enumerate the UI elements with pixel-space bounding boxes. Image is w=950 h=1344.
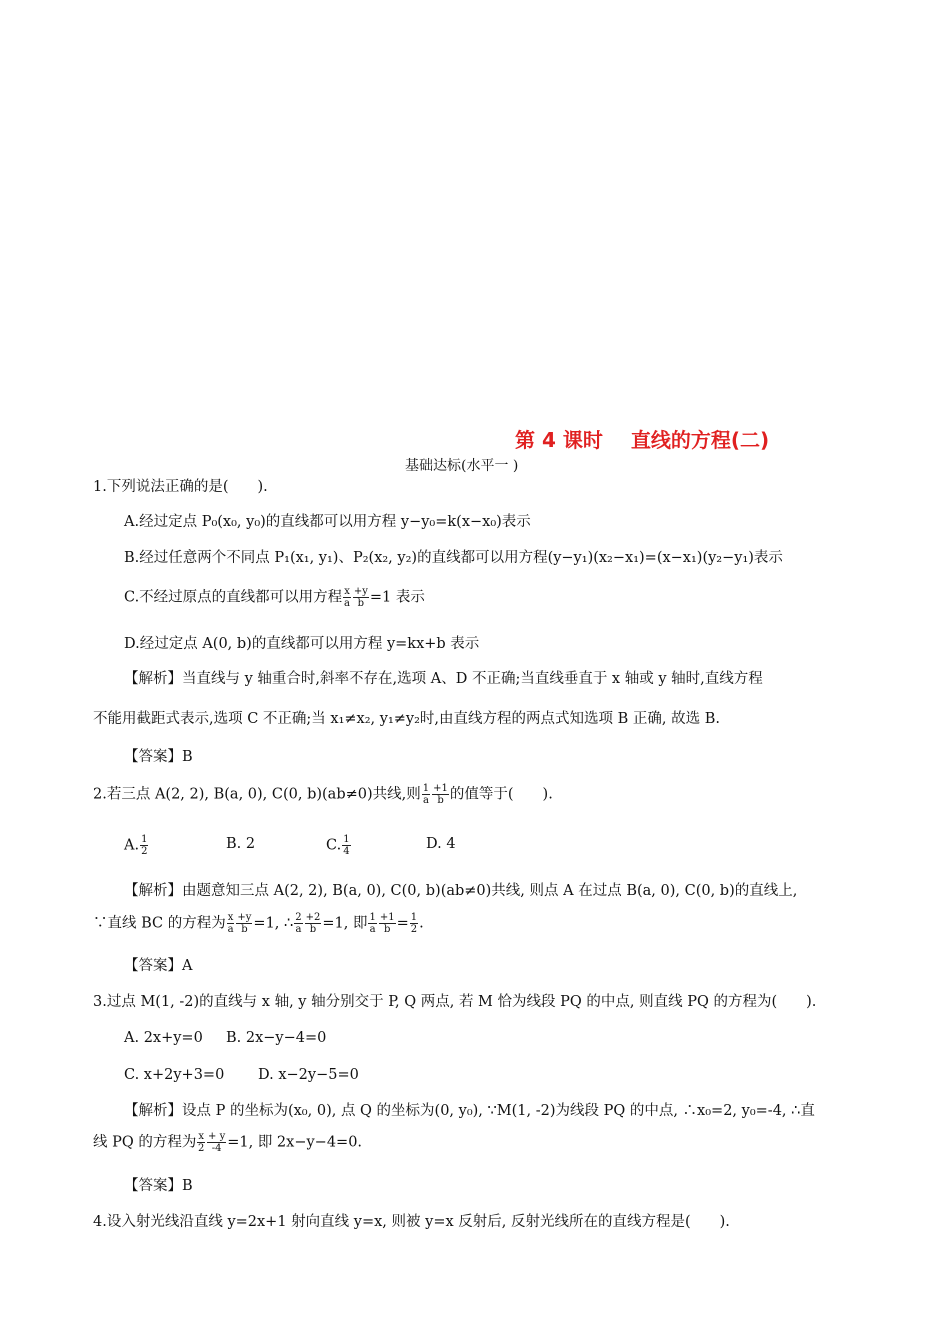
- q1-analysis-line2: 不能用截距式表示,选项 C 不正确;当 x₁≠x₂, y₁≠y₂时,由直线方程的两点式知选项 B 正确, 故选 B.: [93, 711, 720, 727]
- section-heading: 基础达标(水平一 ): [405, 458, 519, 474]
- q1-option-a: A.经过定点 P₀(x₀, y₀)的直线都可以用方程 y−y₀=k(x−x₀)表示: [124, 514, 531, 530]
- q3-analysis-line1: 【解析】设点 P 的坐标为(x₀, 0), 点 Q 的坐标为(0, y₀), ∵M(1, -2)为线段 PQ 的中点, ∴x₀=2, y₀=-4, ∴直: [124, 1103, 815, 1119]
- fraction: $\frac{+1}{b}$: [433, 783, 448, 806]
- q3-option-d: D. x−2y−5=0: [258, 1067, 359, 1083]
- fraction: $\frac{+1}{b}$: [379, 912, 395, 935]
- fraction: $\frac{1}{a}$: [369, 912, 376, 935]
- fraction: $\frac{x}{2}$: [198, 1131, 205, 1154]
- q3-stem: 3.过点 M(1, -2)的直线与 x 轴, y 轴分别交于 P, Q 两点, 若 M 恰为线段 PQ 的中点, 则直线 PQ 的方程为( ).: [93, 994, 817, 1010]
- fraction: $\frac{2}{a}$: [295, 912, 302, 935]
- q1-stem: 1.下列说法正确的是( ).: [93, 479, 268, 495]
- q1-analysis-line1: 【解析】当直线与 y 轴重合时,斜率不存在,选项 A、D 不正确;当直线垂直于 x 轴或 y 轴时,直线方程: [124, 671, 763, 687]
- q2-analysis-line1: 【解析】由题意知三点 A(2, 2), B(a, 0), C(0, b)(ab≠0)共线, 则点 A 在过点 B(a, 0), C(0, b)的直线上,: [124, 883, 798, 899]
- lesson-number: 第 4 课时: [515, 428, 603, 452]
- fraction: $\frac{1}{4}$: [343, 834, 350, 857]
- fraction: $\frac{+y}{b}$: [353, 586, 368, 609]
- q1-option-b: B.经过任意两个不同点 P₁(x₁, y₁)、P₂(x₂, y₂)的直线都可以用方程(y−y₁)(x₂−x₁)=(x−x₁)(y₂−y₁)表示: [124, 550, 783, 566]
- lesson-title: [515, 424, 769, 453]
- q2-analysis-line2: ∵直线 BC 的方程为 $\frac{x}{a}$ $\frac{+y}{b}$ =1, ∴ $\frac{2}{a}$ $\frac{+2}{b}$ =1, 即 $\frac{1}{a}$ $\frac{+1}{b}$ = $\frac{1}{2}$ .: [93, 912, 424, 935]
- fraction: $\frac{+2}{b}$: [305, 912, 321, 935]
- q1-c-tail: =1 表示: [369, 589, 425, 606]
- q1-option-d: D.经过定点 A(0, b)的直线都可以用方程 y=kx+b 表示: [124, 636, 480, 652]
- q3-analysis-line2: 线 PQ 的方程为 $\frac{x}{2}$ $\frac{+ y}{-4}$ =1, 即 2x−y−4=0.: [93, 1131, 363, 1154]
- q1-c-text: C.不经过原点的直线都可以用方程: [124, 589, 343, 606]
- q2-option-a: A. $\frac{1}{2}$: [124, 834, 148, 857]
- fraction: $\frac{1}{2}$: [410, 912, 418, 935]
- q1-answer: 【答案】B: [124, 749, 193, 765]
- q3-answer: 【答案】B: [124, 1178, 193, 1194]
- q2-option-b: B. 2: [226, 836, 256, 852]
- fraction: $\frac{x}{a}$: [344, 586, 350, 609]
- lesson-name: 直线的方程(二): [630, 428, 770, 452]
- fraction: $\frac{x}{a}$: [227, 912, 234, 935]
- q3-option-c: C. x+2y+3=0: [124, 1067, 225, 1083]
- fraction: $\frac{1}{a}$: [422, 783, 430, 806]
- q2-stem-text: 2.若三点 A(2, 2), B(a, 0), C(0, b)(ab≠0)共线,则: [93, 786, 421, 803]
- q2-option-c: C. $\frac{1}{4}$: [326, 834, 350, 857]
- fraction: $\frac{+ y}{-4}$: [208, 1131, 226, 1154]
- fraction: $\frac{+y}{b}$: [237, 912, 252, 935]
- q4-stem: 4.设入射光线沿直线 y=2x+1 射向直线 y=x, 则被 y=x 反射后, 反射光线所在的直线方程是( ).: [93, 1214, 730, 1230]
- q3-option-a: A. 2x+y=0: [124, 1030, 203, 1046]
- q1-option-c: [124, 586, 425, 609]
- q2-answer: 【答案】A: [124, 958, 193, 974]
- q2-stem-tail: 的值等于( ).: [449, 786, 553, 803]
- q2-option-d: D. 4: [426, 836, 456, 852]
- q3-option-b: B. 2x−y−4=0: [226, 1030, 327, 1046]
- q2-stem: [93, 783, 553, 806]
- fraction: $\frac{1}{2}$: [141, 834, 148, 857]
